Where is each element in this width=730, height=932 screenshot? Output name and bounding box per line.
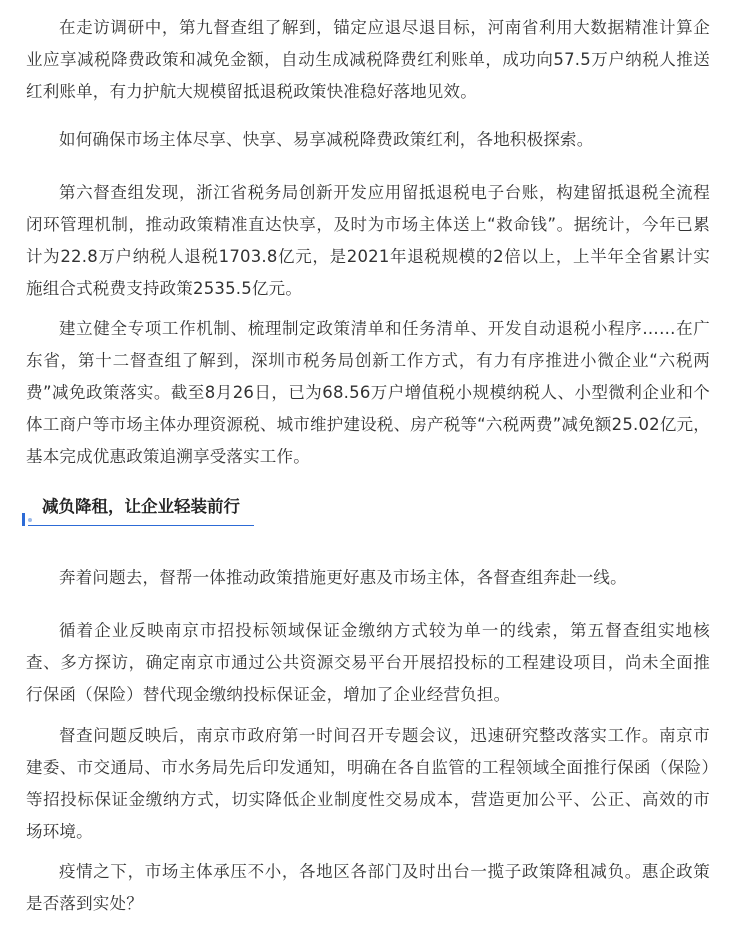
paragraph-epidemic-relief: 疫情之下，市场主体承压不小，各地区各部门及时出台一揽子政策降租减负。惠企政策是否落到实处？ — [26, 862, 710, 913]
section-heading-text: 减负降租，让企业轻装前行 — [42, 497, 240, 516]
heading-accent-bar — [22, 513, 25, 526]
heading-underline — [28, 525, 254, 526]
paragraph-problem-oriented: 奔着问题去，督帮一体推动政策措施更好惠及市场主体，各督查组奔赴一线。 — [59, 568, 627, 587]
paragraph-nanjing-rectification: 督查问题反映后，南京市政府第一时间召开专题会议，迅速研究整改落实工作。南京市建委、市交通局、市水务局先后印发通知，明确在各自监管的工程领域全面推行保函（保险）等招投标保证金缴纳方式，切实降低企业制度性交易成本，营造更加公平、公正、高效的市场环境。 — [26, 726, 710, 841]
paragraph-henan-tax-bill: 在走访调研中，第九督查组了解到，锚定应退尽退目标，河南省利用大数据精准计算企业应享减税降费政策和减免金额，自动生成减税降费红利账单，成功向57.5万户纳税人推送红利账单，有力护航大规模留抵退税政策快准稳好落地见效。 — [26, 18, 710, 101]
paragraph-zhejiang-refund: 第六督查组发现，浙江省税务局创新开发应用留抵退税电子台账，构建留抵退税全流程闭环管理机制，推动政策精准直达快享，及时为市场主体送上“救命钱”。据统计，今年已累计为22.8万户纳税人退税1703.8亿元，是2021年退税规模的2倍以上，上半年全省累计实施组合式税费支持政策2535.5亿元。 — [26, 183, 710, 298]
paragraph-nanjing-bidding: 循着企业反映南京市招投标领域保证金缴纳方式较为单一的线索，第五督查组实地核查、多方探访，确定南京市通过公共资源交易平台开展招投标的工程建设项目，尚未全面推行保函（保险）替代现金缴纳投标保证金，增加了企业经营负担。 — [26, 621, 710, 704]
paragraph-how-to-ensure: 如何确保市场主体尽享、快享、易享减税降费政策红利，各地积极探索。 — [59, 130, 594, 149]
section-heading — [22, 491, 262, 527]
paragraph-guangdong-shenzhen: 建立健全专项工作机制、梳理制定政策清单和任务清单、开发自动退税小程序……在广东省，第十二督查组了解到，深圳市税务局创新工作方式，有力有序推进小微企业“六税两费”减免政策落实。截至8月26日，已为68.56万户增值税小规模纳税人、小型微利企业和个体工商户等市场主体办理资源税、城市维护建设税、房产税等“六税两费”减免额25.02亿元，基本完成优惠政策追溯享受落实工作。 — [26, 319, 710, 466]
heading-accent-dot — [28, 518, 32, 522]
